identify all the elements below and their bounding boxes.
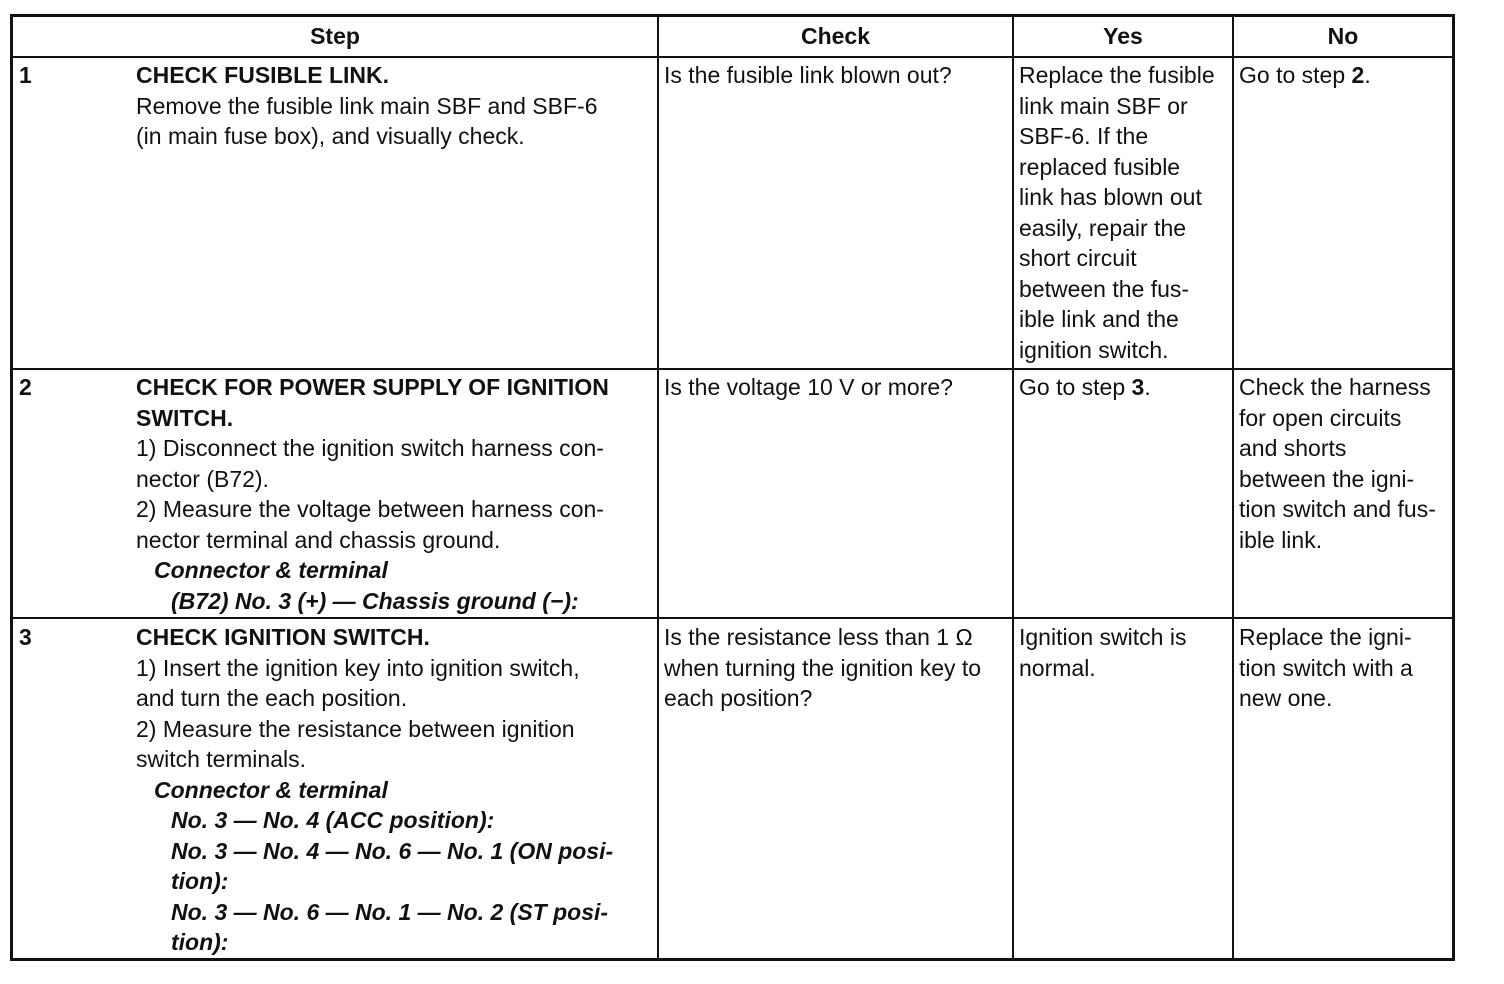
yes-text: between the fus- [1019, 275, 1190, 302]
check-text: Is the voltage 10 V or more? [664, 374, 953, 400]
check-text: each position? [664, 685, 813, 711]
goto-step-link: 2 [1351, 62, 1365, 88]
step-cell [136, 60, 654, 152]
column-divider [1012, 17, 1014, 958]
yes-text: Ignition switch is [1019, 624, 1187, 650]
yes-text: SBF-6. If the [1019, 123, 1149, 149]
no-text: tion switch with a [1239, 654, 1413, 681]
column-divider [657, 17, 659, 958]
no-text: for open circuits [1239, 404, 1402, 431]
step-text: switch terminals. [136, 746, 306, 772]
yes-text: normal. [1019, 654, 1096, 681]
step-text: (in main fuse box), and visually check. [136, 123, 525, 149]
yes-text: Replace the fusible [1019, 62, 1215, 88]
step-title: CHECK FOR POWER SUPPLY OF IGNITION [136, 374, 609, 400]
yes-text-prefix: Go to step [1019, 374, 1132, 400]
no-text-suffix: . [1364, 62, 1371, 88]
step-text: and turn the each position. [136, 685, 408, 711]
goto-step-link: 3 [1131, 374, 1145, 400]
step-text: nector (B72). [136, 465, 269, 492]
header-yes: Yes [1103, 23, 1143, 49]
step-text: nector terminal and chassis ground. [136, 526, 501, 553]
yes-text [1019, 372, 1231, 403]
spec-line: No. 3 — No. 4 — No. 6 — No. 1 (ON posi- [171, 837, 614, 864]
check-text: Is the resistance less than 1 Ω [664, 624, 973, 650]
diagnostic-table [10, 14, 1455, 961]
check-cell [664, 622, 1009, 714]
yes-cell [1019, 622, 1231, 683]
check-cell [664, 60, 1009, 91]
no-cell [1239, 372, 1451, 555]
yes-text: short circuit [1019, 245, 1137, 271]
spec-title: Connector & terminal [154, 776, 388, 803]
step-title: SWITCH. [136, 404, 234, 431]
spec-line: No. 3 — No. 4 (ACC position): [171, 807, 495, 833]
no-cell [1239, 60, 1451, 91]
header-check: Check [800, 23, 871, 49]
yes-text: replaced fusible [1019, 153, 1181, 180]
check-text: when turning the ignition key to [664, 654, 982, 681]
no-text: ible link. [1239, 526, 1323, 553]
no-cell [1239, 622, 1451, 714]
no-text-prefix: Go to step [1239, 62, 1352, 88]
no-text: Replace the igni- [1239, 624, 1412, 650]
yes-text: easily, repair the [1019, 214, 1187, 241]
check-text: Is the fusible link blown out? [664, 62, 952, 88]
spec-line: No. 3 — No. 6 — No. 1 — No. 2 (ST posi- [171, 898, 609, 925]
step-title: CHECK FUSIBLE LINK. [136, 62, 389, 88]
row-divider [13, 617, 1452, 619]
step-text: 2) Measure the voltage between harness con- [136, 496, 604, 522]
yes-text: ignition switch. [1019, 336, 1169, 363]
row-divider [13, 368, 1452, 370]
yes-text-suffix: . [1144, 374, 1151, 400]
step-text: 1) Insert the ignition key into ignition switch, [136, 654, 580, 681]
step-cell [136, 372, 656, 616]
no-text: new one. [1239, 685, 1333, 711]
check-cell [664, 372, 1009, 403]
header-step: Step [310, 23, 360, 49]
spec-line: tion): [171, 929, 229, 955]
step-cell [136, 622, 656, 958]
header-no: No [1327, 23, 1359, 49]
yes-text: link has blown out [1019, 184, 1202, 210]
yes-text: link main SBF or [1019, 92, 1188, 119]
no-text: Check the harness [1239, 374, 1431, 400]
step-text: 2) Measure the resistance between ignition [136, 715, 575, 742]
step-number: 2 [19, 374, 32, 400]
no-text: tion switch and fus- [1239, 496, 1436, 522]
no-text [1239, 60, 1451, 91]
spec-line: (B72) No. 3 (+) — Chassis ground (−): [171, 587, 579, 614]
yes-text: ible link and the [1019, 306, 1179, 332]
spec-line: tion): [171, 868, 229, 894]
step-text: Remove the fusible link main SBF and SBF-6 [136, 92, 598, 119]
no-text: and shorts [1239, 435, 1347, 461]
column-divider [1232, 17, 1234, 958]
no-text: between the igni- [1239, 465, 1415, 492]
step-number: 3 [19, 624, 32, 650]
yes-cell [1019, 372, 1231, 403]
row-divider [13, 56, 1452, 58]
step-text: 1) Disconnect the ignition switch harness con- [136, 435, 604, 461]
step-title: CHECK IGNITION SWITCH. [136, 624, 430, 650]
spec-title: Connector & terminal [154, 557, 388, 583]
step-number: 1 [19, 62, 32, 88]
yes-cell [1019, 60, 1231, 365]
